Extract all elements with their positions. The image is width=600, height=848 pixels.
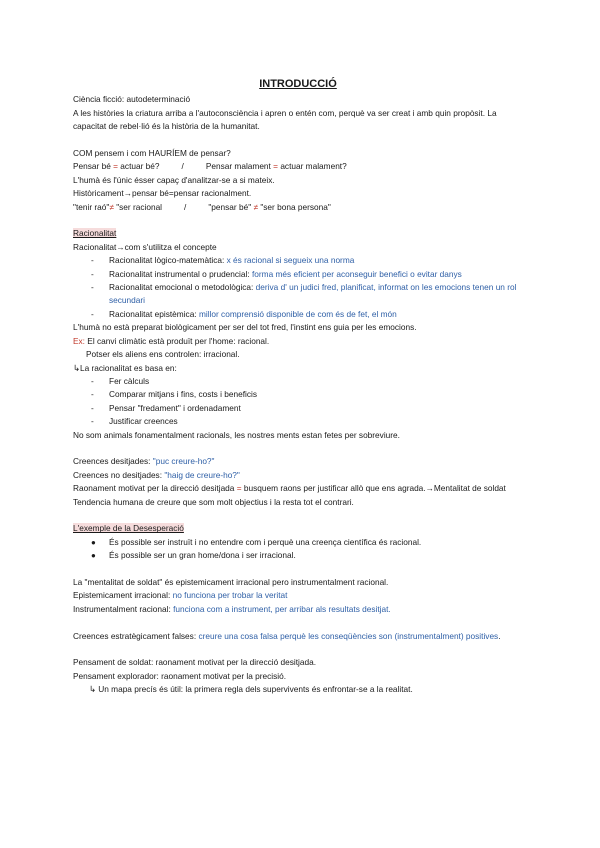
page-title: INTRODUCCIÓ [259, 78, 337, 90]
tendencia-humana: Tendencia humana de creure que som molt objectius i la resta tot el contrari. [73, 496, 354, 507]
pensar-line-2: L'humà és l'únic ésser capaç d'analitzar-se a si mateix. [73, 174, 275, 185]
racionalitat-conclusion: No som animals fonamentalment racionals, les nostres ments estan fetes per sobreviure. [73, 429, 400, 440]
racionalitat-heading: Racionalitat [73, 228, 117, 239]
list-item: - Racionalitat instrumental o prudencial: forma més eficient per aconseguir benefici o evitar danys [91, 268, 462, 279]
intro-subtitle: Ciència ficció: autodeterminació [73, 94, 191, 105]
list-item: - Racionalitat epistèmica: millor comprensió disponible de com és de fet, el món [91, 308, 397, 319]
huma-line: L'humà no està preparat biològicament per ser del tot fred, l'instint ens guia per les emocions. [73, 322, 417, 333]
list-item: ● És possible ser un gran home/dona i ser irracional. [91, 550, 296, 561]
pensar-question: COM pensem i com HAURÍEM de pensar? [73, 148, 231, 159]
mapa-precis: ↳ Un mapa precís és útil: la primera regla dels supervivents és enfrontar-se a la realitat. [89, 684, 413, 695]
racionalitat-types-list [73, 254, 523, 321]
creences-estrategicament-falses: Creences estratègicament falses: creure una cosa falsa perquè les conseqüències son (instrumentalment) positives. [73, 630, 501, 641]
desesperacio-list [73, 536, 523, 563]
racionalitat-intro: Racionalitat→com s'utilitza el concepte [73, 241, 217, 252]
list-item: - Pensar "fredament" i ordenadament [91, 402, 241, 413]
pensar-line-1: Pensar bé = actuar bé? / Pensar malament = actuar malament? [73, 161, 347, 172]
list-item: - Racionalitat lògico-matemàtica: x és racional si segueix una norma [91, 255, 355, 266]
raonament-motivat: Raonament motivat per la direcció desitjada = busquem raons per justificar allò que ens agrada.→Mentalitat de soldat [73, 483, 506, 494]
based-on: ↳La racionalitat es basa en: [73, 362, 177, 373]
creences-desitjades: Creences desitjades: "puc creure-ho?" [73, 456, 215, 467]
mentalitat-soldat: La "mentalitat de soldat" és epistemicament irracional pero instrumentalment racional. [73, 576, 389, 587]
instrumentalment-racional: Instrumentalment racional: funciona com a instrument, per arribar als resultats desitjat. [73, 603, 391, 614]
pensament-explorador: Pensament explorador: raonament motivat per la precisió. [73, 670, 287, 681]
example-line-2: Potser els aliens ens controlen: irracional. [86, 349, 240, 360]
intro-paragraph: A les històries la criatura arriba a l'autoconsciència i apren o entén com, perquè va ser creat i amb quin propòsit. La capacitat de rebel·lió és la història de la humanitat. [73, 107, 497, 132]
list-item: - Racionalitat emocional o metodològica: deriva d' un judici fred, planificat, informat on les emocions tenen un rol secundari [91, 282, 517, 306]
pensar-line-4: "tenir raó"≠ "ser racional / "pensar bé" ≠ "ser bona persona" [73, 201, 331, 212]
pensament-soldat: Pensament de soldat: raonament motivat per la direcció desitjada. [73, 657, 317, 668]
document-content [73, 78, 523, 697]
epistemicament-irracional: Epistemicament irracional: no funciona per trobar la veritat [73, 590, 288, 601]
list-item: - Justificar creences [91, 416, 178, 427]
list-item: - Fer càlculs [91, 375, 150, 386]
example-line: Ex: El canvi climàtic està produït per l'home: racional. [73, 335, 270, 346]
pensar-line-3: Històricament→pensar bé=pensar racionalment. [73, 188, 252, 199]
desesperacio-heading: L'exemple de la Desesperació [73, 523, 184, 534]
bases-list [73, 375, 523, 429]
list-item: - Comparar mitjans i fins, costs i beneficis [91, 389, 258, 400]
creences-no-desitjades: Creences no desitjades: "haig de creure-ho?" [73, 469, 240, 480]
list-item: ● És possible ser instruït i no entendre com i perquè una creença científica és racional. [91, 536, 422, 547]
